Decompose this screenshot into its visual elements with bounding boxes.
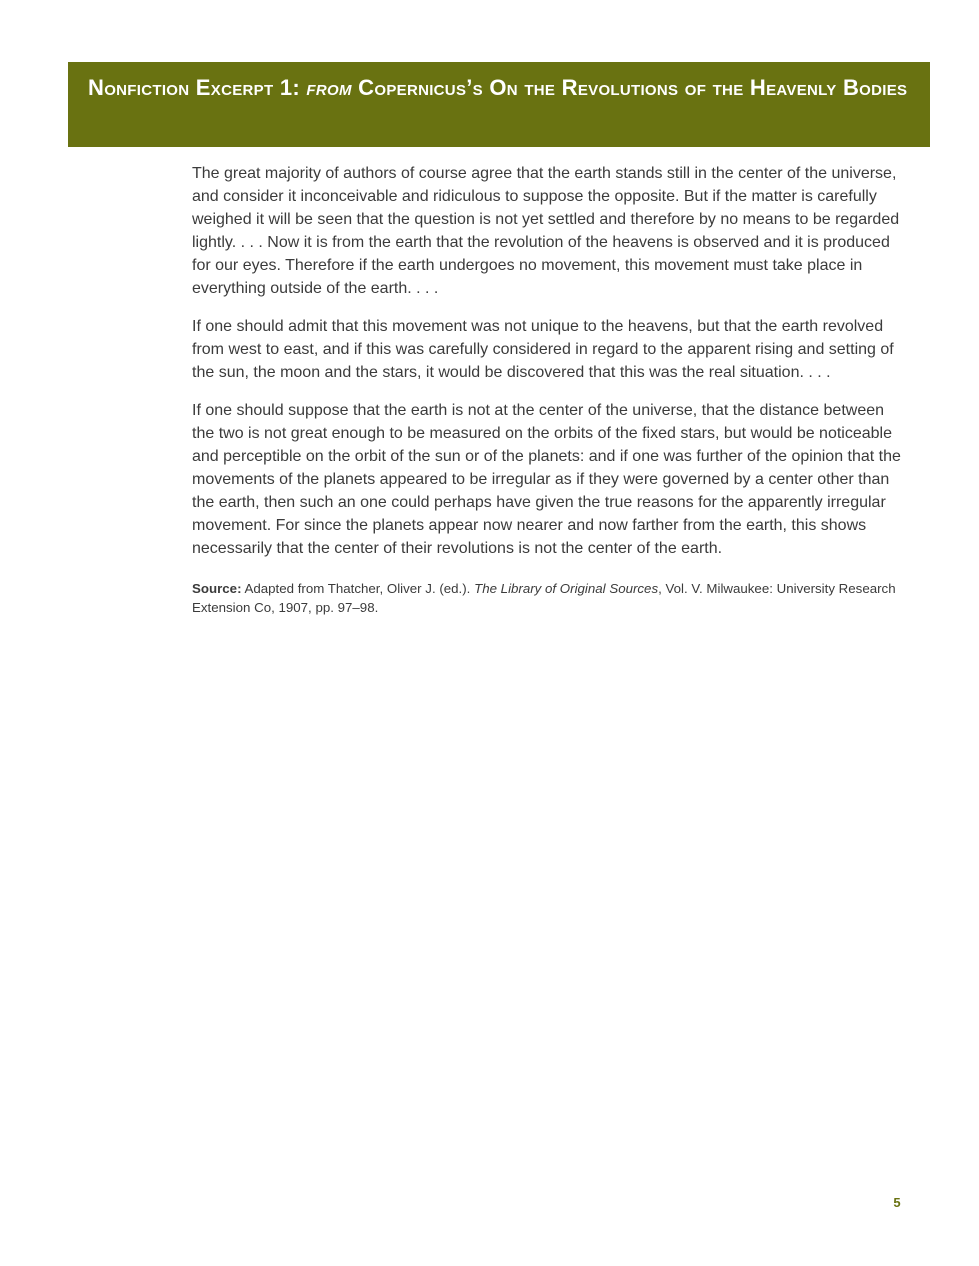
excerpt-body bbox=[192, 162, 906, 617]
source-label: Source: bbox=[192, 581, 242, 596]
page-number: 5 bbox=[893, 1195, 901, 1210]
section-title-from-word: from bbox=[306, 75, 352, 100]
excerpt-paragraph-2: If one should admit that this movement was not unique to the heavens, but that the earth revolved from west to east, and if this was carefully considered in regard to the apparent rising and setting of the sun, the moon and the stars, it would be discovered that this was the real situation. . . . bbox=[192, 318, 894, 381]
section-header-banner bbox=[68, 62, 930, 147]
section-title-prefix: Nonfiction Excerpt 1: bbox=[88, 75, 307, 100]
source-citation bbox=[192, 579, 906, 617]
excerpt-paragraph-1: The great majority of authors of course agree that the earth stands still in the center of the universe, and consider it inconceivable and ridiculous to suppose the opposite. But if the matter is carefully weighed it will be seen that the question is not yet settled and therefore by no means to be regarded lightly. . . . Now it is from the earth that the revolution of the heavens is observed and it is produced for our eyes. Therefore if the earth undergoes no movement, this movement must take place in everything outside of the earth. . . . bbox=[192, 165, 900, 297]
section-title bbox=[88, 70, 908, 105]
excerpt-paragraph-3: If one should suppose that the earth is not at the center of the universe, that the distance between the two is not great enough to be measured on the orbits of the fixed stars, but would be noticeable and perceptible on the orbit of the sun or of the planets: and if one was further of the opinion that the movements of the planets appeared to be irregular as if they were governed by a center other than the earth, then such an one could perhaps have given the true reasons for the apparently irregular movement. For since the planets appear now nearer and now farther from the earth, this shows necessarily that the center of their revolutions is not the center of the earth. bbox=[192, 402, 901, 557]
source-book-title: The Library of Original Sources bbox=[474, 581, 659, 596]
source-text-before-title: Adapted from Thatcher, Oliver J. (ed.). bbox=[241, 581, 475, 596]
source-text-after-title: , Vol. V. Milwaukee: University Research Extension Co, 1907, pp. 97–98. bbox=[192, 581, 896, 615]
section-title-work: Copernicus’s On the Revolutions of the Heavenly Bodies bbox=[351, 75, 908, 100]
